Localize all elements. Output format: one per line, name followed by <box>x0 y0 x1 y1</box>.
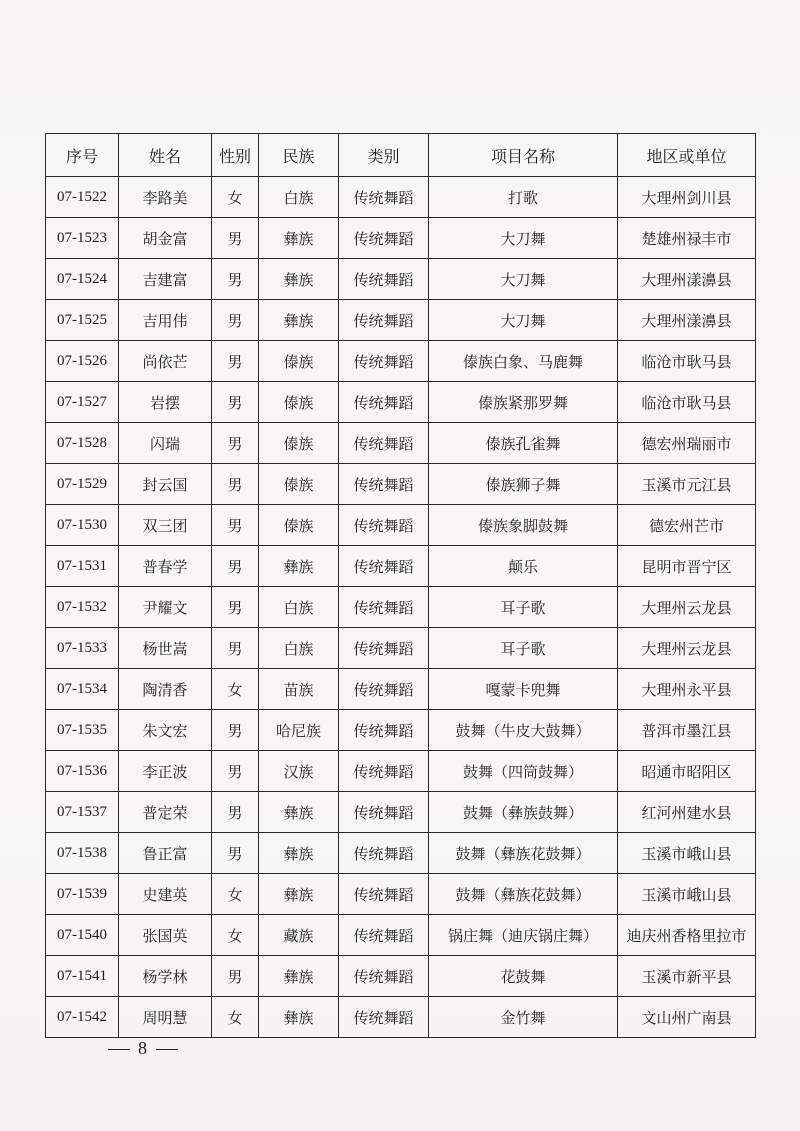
column-header-region: 地区或单位 <box>618 134 756 177</box>
cell-project: 傣族象脚鼓舞 <box>429 505 618 546</box>
cell-project: 鼓舞（彝族花鼓舞） <box>429 874 618 915</box>
cell-serial: 07-1527 <box>46 382 119 423</box>
cell-project: 嘎蒙卡兜舞 <box>429 669 618 710</box>
cell-gender: 男 <box>212 505 259 546</box>
cell-ethnicity: 傣族 <box>259 382 339 423</box>
cell-category: 传统舞蹈 <box>339 997 429 1038</box>
cell-name: 吉建富 <box>119 259 212 300</box>
cell-project: 花鼓舞 <box>429 956 618 997</box>
cell-project: 打歌 <box>429 177 618 218</box>
cell-name: 尹耀文 <box>119 587 212 628</box>
cell-region: 玉溪市峨山县 <box>618 833 756 874</box>
cell-region: 普洱市墨江县 <box>618 710 756 751</box>
cell-region: 德宏州芒市 <box>618 505 756 546</box>
cell-category: 传统舞蹈 <box>339 546 429 587</box>
cell-ethnicity: 白族 <box>259 628 339 669</box>
table-row <box>46 382 756 423</box>
cell-region: 楚雄州禄丰市 <box>618 218 756 259</box>
cell-gender: 男 <box>212 956 259 997</box>
cell-region: 大理州漾濞县 <box>618 259 756 300</box>
cell-name: 杨世嵩 <box>119 628 212 669</box>
page-number-value: 8 <box>138 1038 148 1058</box>
cell-name: 陶清香 <box>119 669 212 710</box>
cell-name: 朱文宏 <box>119 710 212 751</box>
cell-serial: 07-1530 <box>46 505 119 546</box>
cell-region: 大理州云龙县 <box>618 628 756 669</box>
cell-category: 传统舞蹈 <box>339 587 429 628</box>
cell-name: 双三团 <box>119 505 212 546</box>
cell-region: 临沧市耿马县 <box>618 382 756 423</box>
cell-gender: 女 <box>212 997 259 1038</box>
cell-ethnicity: 傣族 <box>259 423 339 464</box>
cell-ethnicity: 哈尼族 <box>259 710 339 751</box>
page-number-dash-right <box>156 1049 178 1050</box>
cell-gender: 女 <box>212 874 259 915</box>
cell-serial: 07-1526 <box>46 341 119 382</box>
cell-region: 大理州永平县 <box>618 669 756 710</box>
column-header-gender: 性别 <box>212 134 259 177</box>
cell-name: 吉用伟 <box>119 300 212 341</box>
cell-project: 大刀舞 <box>429 218 618 259</box>
cell-name: 闪瑞 <box>119 423 212 464</box>
cell-category: 传统舞蹈 <box>339 956 429 997</box>
cell-region: 昭通市昭阳区 <box>618 751 756 792</box>
cell-serial: 07-1529 <box>46 464 119 505</box>
cell-project: 耳子歌 <box>429 587 618 628</box>
table-row <box>46 300 756 341</box>
table-row <box>46 587 756 628</box>
cell-region: 大理州漾濞县 <box>618 300 756 341</box>
cell-name: 杨学林 <box>119 956 212 997</box>
cell-region: 昆明市晋宁区 <box>618 546 756 587</box>
cell-serial: 07-1538 <box>46 833 119 874</box>
cell-region: 玉溪市新平县 <box>618 956 756 997</box>
cell-serial: 07-1524 <box>46 259 119 300</box>
cell-project: 耳子歌 <box>429 628 618 669</box>
cell-project: 鼓舞（彝族鼓舞） <box>429 792 618 833</box>
cell-project: 大刀舞 <box>429 300 618 341</box>
cell-gender: 女 <box>212 177 259 218</box>
cell-ethnicity: 彝族 <box>259 833 339 874</box>
cell-gender: 男 <box>212 423 259 464</box>
cell-serial: 07-1541 <box>46 956 119 997</box>
cell-serial: 07-1534 <box>46 669 119 710</box>
cell-category: 传统舞蹈 <box>339 177 429 218</box>
cell-project: 鼓舞（牛皮大鼓舞） <box>429 710 618 751</box>
cell-project: 傣族紧那罗舞 <box>429 382 618 423</box>
cell-gender: 男 <box>212 546 259 587</box>
cell-serial: 07-1528 <box>46 423 119 464</box>
cell-gender: 男 <box>212 833 259 874</box>
cell-name: 李正波 <box>119 751 212 792</box>
cell-serial: 07-1523 <box>46 218 119 259</box>
cell-gender: 男 <box>212 341 259 382</box>
cell-name: 鲁正富 <box>119 833 212 874</box>
cell-ethnicity: 白族 <box>259 177 339 218</box>
cell-gender: 男 <box>212 792 259 833</box>
cell-category: 传统舞蹈 <box>339 464 429 505</box>
cell-serial: 07-1540 <box>46 915 119 956</box>
cell-serial: 07-1532 <box>46 587 119 628</box>
cell-region: 大理州剑川县 <box>618 177 756 218</box>
column-header-name: 姓名 <box>119 134 212 177</box>
cell-region: 玉溪市元江县 <box>618 464 756 505</box>
cell-project: 傣族孔雀舞 <box>429 423 618 464</box>
cell-region: 文山州广南县 <box>618 997 756 1038</box>
cell-ethnicity: 彝族 <box>259 874 339 915</box>
table-row <box>46 833 756 874</box>
cell-category: 传统舞蹈 <box>339 915 429 956</box>
cell-project: 鼓舞（四筒鼓舞） <box>429 751 618 792</box>
cell-gender: 女 <box>212 915 259 956</box>
table-body <box>46 177 756 1038</box>
cell-ethnicity: 彝族 <box>259 546 339 587</box>
cell-serial: 07-1522 <box>46 177 119 218</box>
cell-ethnicity: 彝族 <box>259 997 339 1038</box>
cell-project: 金竹舞 <box>429 997 618 1038</box>
cell-region: 玉溪市峨山县 <box>618 874 756 915</box>
table-row <box>46 792 756 833</box>
cell-ethnicity: 彝族 <box>259 259 339 300</box>
cell-ethnicity: 白族 <box>259 587 339 628</box>
cell-name: 岩摆 <box>119 382 212 423</box>
cell-gender: 男 <box>212 587 259 628</box>
cell-category: 传统舞蹈 <box>339 259 429 300</box>
table-row <box>46 177 756 218</box>
column-header-category: 类别 <box>339 134 429 177</box>
cell-category: 传统舞蹈 <box>339 710 429 751</box>
cell-serial: 07-1531 <box>46 546 119 587</box>
cell-project: 傣族白象、马鹿舞 <box>429 341 618 382</box>
cell-name: 普春学 <box>119 546 212 587</box>
cell-serial: 07-1525 <box>46 300 119 341</box>
cell-ethnicity: 傣族 <box>259 464 339 505</box>
cell-name: 周明慧 <box>119 997 212 1038</box>
cell-name: 张国英 <box>119 915 212 956</box>
cell-serial: 07-1533 <box>46 628 119 669</box>
cell-gender: 男 <box>212 628 259 669</box>
cell-serial: 07-1539 <box>46 874 119 915</box>
table-row <box>46 997 756 1038</box>
column-header-ethnicity: 民族 <box>259 134 339 177</box>
cell-project: 颠乐 <box>429 546 618 587</box>
cell-ethnicity: 傣族 <box>259 341 339 382</box>
cell-name: 尚依芒 <box>119 341 212 382</box>
table-row <box>46 218 756 259</box>
table-row <box>46 423 756 464</box>
cell-category: 传统舞蹈 <box>339 505 429 546</box>
table-row <box>46 546 756 587</box>
cell-category: 传统舞蹈 <box>339 792 429 833</box>
cell-category: 传统舞蹈 <box>339 628 429 669</box>
cell-ethnicity: 彝族 <box>259 956 339 997</box>
cell-gender: 女 <box>212 669 259 710</box>
table-row <box>46 669 756 710</box>
cell-serial: 07-1542 <box>46 997 119 1038</box>
cell-name: 封云国 <box>119 464 212 505</box>
cell-gender: 男 <box>212 259 259 300</box>
cell-region: 临沧市耿马县 <box>618 341 756 382</box>
cell-project: 大刀舞 <box>429 259 618 300</box>
cell-serial: 07-1537 <box>46 792 119 833</box>
table-row <box>46 259 756 300</box>
cell-gender: 男 <box>212 218 259 259</box>
inheritor-table <box>45 133 756 1038</box>
cell-project: 鼓舞（彝族花鼓舞） <box>429 833 618 874</box>
table-row <box>46 464 756 505</box>
cell-serial: 07-1535 <box>46 710 119 751</box>
cell-category: 传统舞蹈 <box>339 423 429 464</box>
cell-region: 德宏州瑞丽市 <box>618 423 756 464</box>
cell-name: 史建英 <box>119 874 212 915</box>
cell-name: 胡金富 <box>119 218 212 259</box>
cell-ethnicity: 藏族 <box>259 915 339 956</box>
cell-category: 传统舞蹈 <box>339 874 429 915</box>
cell-name: 李路美 <box>119 177 212 218</box>
cell-name: 普定荣 <box>119 792 212 833</box>
cell-region: 大理州云龙县 <box>618 587 756 628</box>
table-row <box>46 751 756 792</box>
page-number-dash-left <box>108 1049 130 1050</box>
cell-gender: 男 <box>212 751 259 792</box>
table-row <box>46 874 756 915</box>
cell-ethnicity: 苗族 <box>259 669 339 710</box>
cell-ethnicity: 汉族 <box>259 751 339 792</box>
cell-category: 传统舞蹈 <box>339 669 429 710</box>
cell-category: 传统舞蹈 <box>339 341 429 382</box>
cell-ethnicity: 彝族 <box>259 218 339 259</box>
table-row <box>46 628 756 669</box>
cell-serial: 07-1536 <box>46 751 119 792</box>
table-row <box>46 956 756 997</box>
cell-category: 传统舞蹈 <box>339 382 429 423</box>
cell-gender: 男 <box>212 464 259 505</box>
table-row <box>46 710 756 751</box>
cell-ethnicity: 傣族 <box>259 505 339 546</box>
cell-ethnicity: 彝族 <box>259 792 339 833</box>
cell-category: 传统舞蹈 <box>339 300 429 341</box>
table-header-row <box>46 134 756 177</box>
cell-region: 迪庆州香格里拉市 <box>618 915 756 956</box>
cell-category: 传统舞蹈 <box>339 218 429 259</box>
table-row <box>46 505 756 546</box>
cell-project: 傣族狮子舞 <box>429 464 618 505</box>
page-number <box>100 1038 186 1059</box>
table-row <box>46 915 756 956</box>
column-header-project: 项目名称 <box>429 134 618 177</box>
table-row <box>46 341 756 382</box>
cell-category: 传统舞蹈 <box>339 751 429 792</box>
cell-project: 锅庄舞（迪庆锅庄舞） <box>429 915 618 956</box>
cell-region: 红河州建水县 <box>618 792 756 833</box>
cell-gender: 男 <box>212 710 259 751</box>
column-header-serial: 序号 <box>46 134 119 177</box>
cell-ethnicity: 彝族 <box>259 300 339 341</box>
cell-gender: 男 <box>212 300 259 341</box>
cell-gender: 男 <box>212 382 259 423</box>
cell-category: 传统舞蹈 <box>339 833 429 874</box>
